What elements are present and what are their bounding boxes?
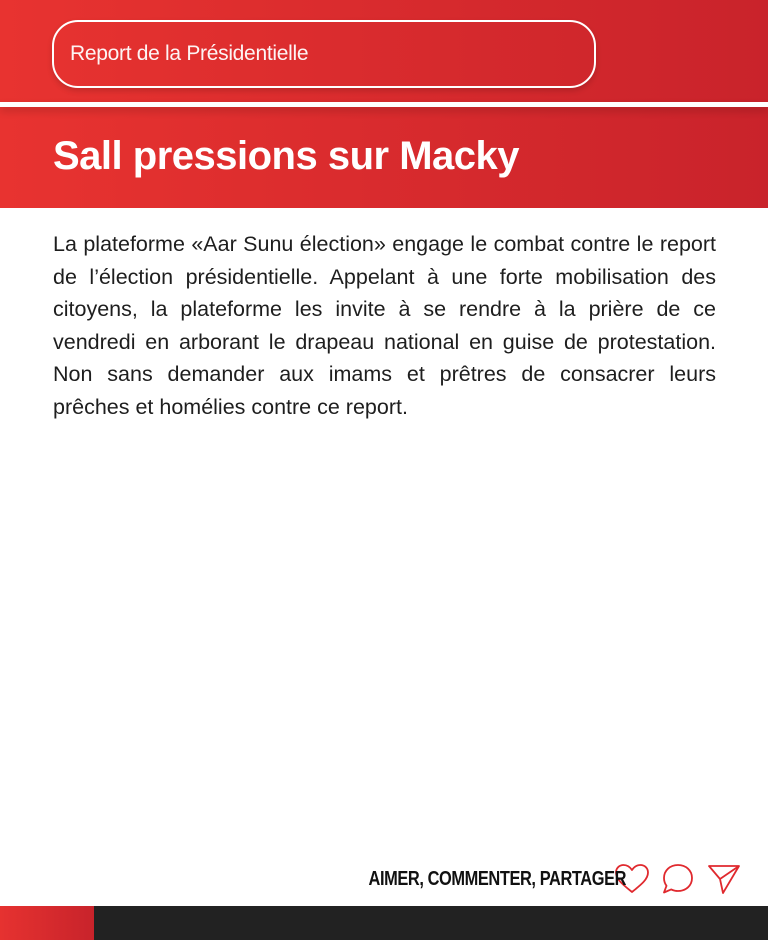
- headline: Sall pressions sur Macky: [53, 134, 520, 178]
- footer-accent: [0, 906, 94, 940]
- category-label: Report de la Présidentielle: [70, 42, 309, 65]
- article-body: La plateforme «Aar Sunu élection» engage le combat contre le report de l’élection présidentielle. Appelant à une forte mobilisation des citoyens, la plateforme les invite à se rendre à la prière de ce vendredi en arborant le drapeau national en guise de protestation. Non sans demander aux imams et prêtres de consacrer leurs prêches et homélies contre ce report.: [53, 232, 716, 419]
- engagement-row: [312, 860, 742, 898]
- header-divider: [0, 102, 768, 107]
- category-pill: [52, 20, 596, 88]
- comment-icon[interactable]: [660, 862, 696, 896]
- footer-bar: [0, 906, 768, 940]
- send-icon[interactable]: [706, 862, 742, 896]
- cta-label: AIMER, COMMENTER, PARTAGER: [368, 867, 626, 890]
